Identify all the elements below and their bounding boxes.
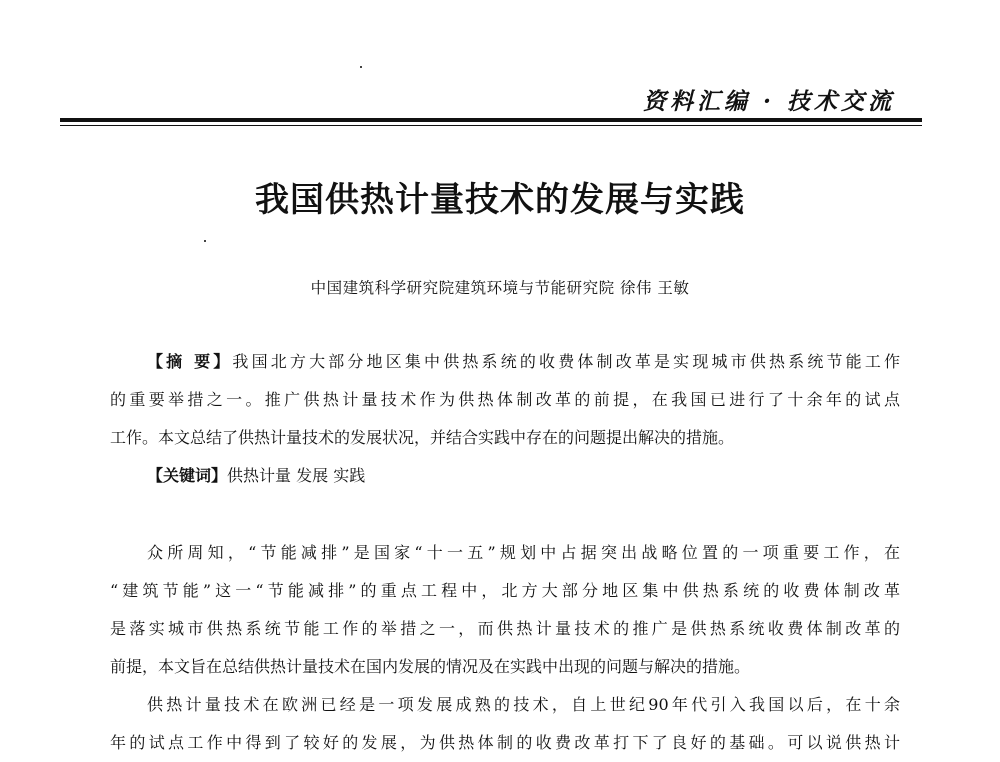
abstract-block xyxy=(110,343,900,457)
paragraph-line: 是落实城市供热系统节能工作的举措之一，而供热计量技术的推广是供热系统收费体制改革的 xyxy=(110,619,900,638)
paragraph-line: 供热计量技术在欧洲已经是一项发展成熟的技术，自上世纪90年代引入我国以后，在十余 xyxy=(147,695,900,714)
scan-speck xyxy=(204,240,206,242)
abstract-label: 【摘 要】 xyxy=(147,352,233,371)
paragraph-line: 众所周知，“节能减排”是国家“十一五”规划中占据突出战略位置的一项重要工作，在 xyxy=(147,543,900,562)
paragraph-line: “建筑节能”这一“节能减排”的重点工程中，北方大部分地区集中供热系统的收费体制改革 xyxy=(110,581,900,600)
abstract-line: 的重要举措之一。推广供热计量技术作为供热体制改革的前提，在我国已进行了十余年的试点 xyxy=(110,390,900,409)
section-header-tag: 资料汇编 · 技术交流 xyxy=(642,88,895,115)
keywords-block xyxy=(110,457,900,495)
header-rule-thick xyxy=(60,118,922,122)
abstract-line: 工作。本文总结了供热计量技术的发展状况，并结合实践中存在的问题提出解决的措施。 xyxy=(110,428,735,447)
body-text-block xyxy=(110,534,900,762)
abstract-text: 我国北方大部分地区集中供热系统的收费体制改革是实现城市供热系统节能工作 xyxy=(232,352,900,371)
paragraph-line: 年的试点工作中得到了较好的发展，为供热体制的收费改革打下了良好的基础。可以说供热计 xyxy=(110,733,900,752)
keywords-line xyxy=(110,457,900,495)
scan-speck xyxy=(360,66,362,68)
article-title: 我国供热计量技术的发展与实践 xyxy=(255,180,745,220)
keywords-text: 供热计量 发展 实践 xyxy=(227,466,366,485)
header-rule-thin xyxy=(60,125,922,126)
paragraph-line: 前提，本文旨在总结供热计量技术在国内发展的情况及在实践中出现的问题与解决的措施。 xyxy=(110,657,751,676)
keywords-label: 【关键词】 xyxy=(147,466,228,485)
abstract-line xyxy=(110,343,900,381)
article-authors: 中国建筑科学研究院建筑环境与节能研究院 徐伟 王敏 xyxy=(310,279,690,297)
